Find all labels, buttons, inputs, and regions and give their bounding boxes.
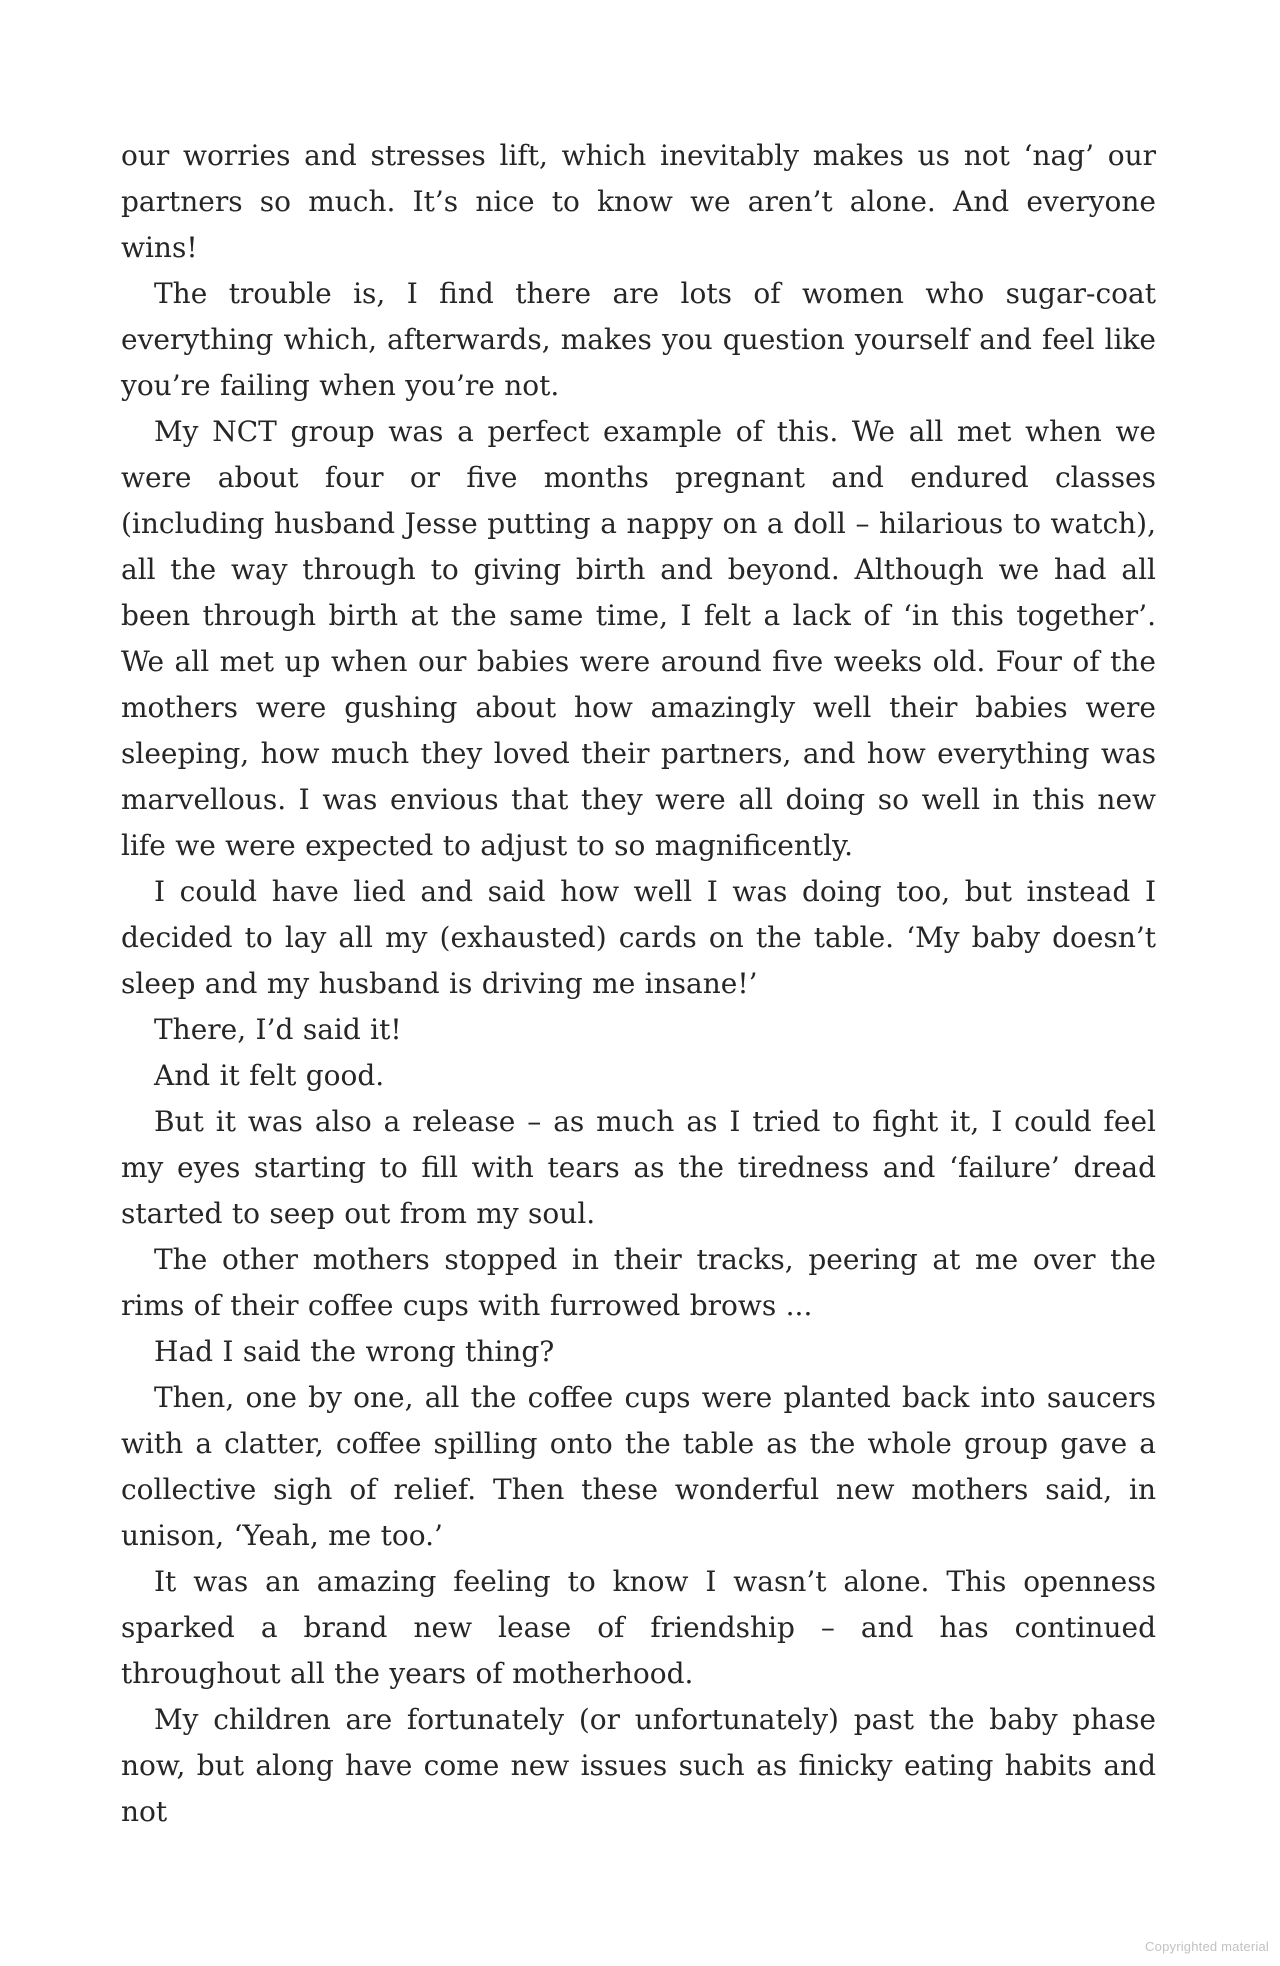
paragraph-10: Then, one by one, all the coffee cups were planted back into saucers with a clatter, coffee spilling onto the table as the whole group gave a collective sigh of relief. Then these wonderful new mothers said, in unison, ‘Yeah, me too.’ <box>121 1381 1156 1552</box>
paragraph-11: It was an amazing feeling to know I wasn’t alone. This openness sparked a brand new lease of friendship – and has continued throughout all the years of motherhood. <box>121 1565 1156 1690</box>
copyright-watermark: Copyrighted material <box>1145 1939 1269 1954</box>
paragraph-6: And it felt good. <box>154 1059 385 1092</box>
paragraph-7: But it was also a release – as much as I tried to fight it, I could feel my eyes starting to fill with tears as the tiredness and ‘failure’ dread started to seep out from my soul. <box>121 1105 1156 1230</box>
paragraph-5: There, I’d said it! <box>154 1013 402 1046</box>
paragraph-3: My NCT group was a perfect example of this. We all met when we were about four or five months pregnant and endured classes (including husband Jesse putting a nappy on a doll – hilarious to watch), all the way through to giving birth and beyond. Although we had all been through birth at the same time, I felt a lack of ‘in this together’. We all met up when our babies were around five weeks old. Four of the mothers were gushing about how amazingly well their babies were sleeping, how much they loved their partners, and how everything was marvellous. I was envious that they were all doing so well in this new life we were expected to adjust to so magnificently. <box>121 415 1156 862</box>
paragraph-1: our worries and stresses lift, which inevitably makes us not ‘nag’ our partners so much. It’s nice to know we aren’t alone. And everyone wins! <box>121 139 1156 264</box>
paragraph-4: I could have lied and said how well I was doing too, but instead I decided to lay all my (exhausted) cards on the table. ‘My baby doesn’t sleep and my husband is driving me insane!’ <box>121 875 1156 1000</box>
paragraph-8: The other mothers stopped in their tracks, peering at me over the rims of their coffee cups with furrowed brows ... <box>121 1243 1156 1322</box>
paragraph-2: The trouble is, I find there are lots of women who sugar-coat everything which, afterwards, makes you question yourself and feel like you’re failing when you’re not. <box>121 277 1156 402</box>
book-page-text <box>121 133 1156 1835</box>
paragraph-9: Had I said the wrong thing? <box>154 1335 555 1368</box>
paragraph-12: My children are fortunately (or unfortunately) past the baby phase now, but along have come new issues such as finicky eating habits and not <box>121 1703 1156 1828</box>
